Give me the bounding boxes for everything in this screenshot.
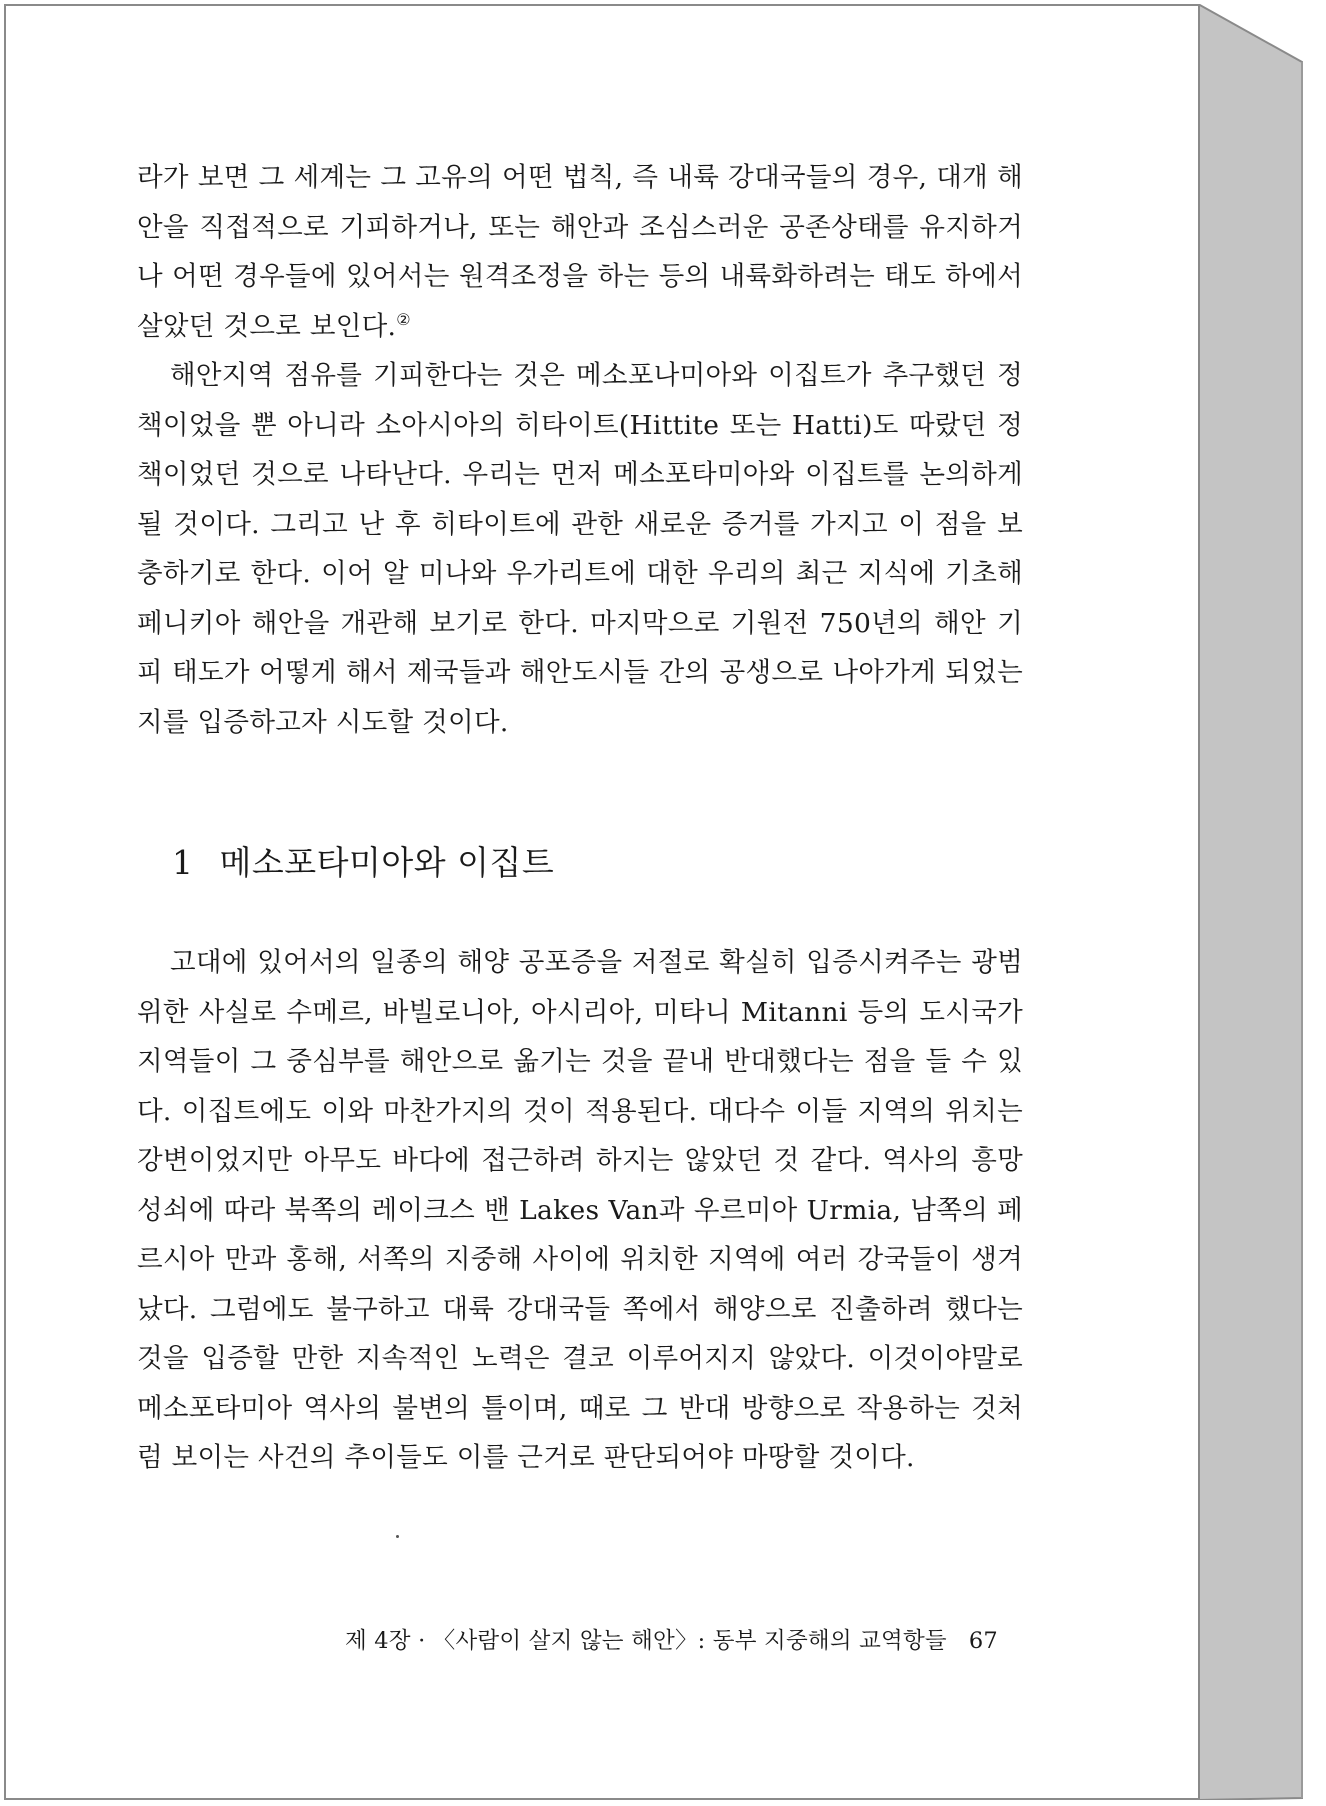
page-speck [396, 1535, 399, 1538]
paragraph [137, 153, 1023, 351]
section-number: 1 [172, 843, 194, 882]
running-footer [345, 1623, 998, 1655]
section-heading [172, 837, 554, 884]
paragraph-text: 라가 보면 그 세계는 그 고유의 어떤 법칙, 즉 내륙 강대국들의 경우, 대개 해안을 직접적으로 기피하거나, 또는 해안과 조심스러운 공존상태를 유지하거나 어떤 경우들에 있어서는 원격조정을 하는 등의 내륙화하려는 태도 하에서 살았던 것으로 보인다. [137, 162, 1023, 342]
page-number: 67 [968, 1628, 998, 1654]
chapter-title: 제 4장 · 〈사람이 살지 않는 해안〉: 동부 지중해의 교역항들 [345, 1628, 947, 1654]
paragraph-text: 고대에 있어서의 일종의 해양 공포증을 저절로 확실히 입증시켜주는 광범위한 사실로 수메르, 바빌로니아, 아시리아, 미타니 Mitanni 등의 도시국가 지역들이 그 중심부를 해안으로 옮기는 것을 끝내 반대했다는 점을 들 수 있다. 이집트에도 이와 마찬가지의 것이 적용된다. 대다수 이들 지역의 위치는 강변이었지만 아무도 바다에 접근하려 하지는 않았던 것 같다. 역사의 흥망성쇠에 따라 북쪽의 레이크스 밴 Lakes Van과 우르미아 Urmia, 남쪽의 페르시아 만과 홍해, 서쪽의 지중해 사이에 위치한 지역에 여러 강국들이 생겨났다. 그럼에도 불구하고 대륙 강대국들 쪽에서 해양으로 진출하려 했다는 것을 입증할 만한 지속적인 노력은 결코 이루어지지 않았다. 이것이야말로 메소포타미아 역사의 불변의 틀이며, 때로 그 반대 방향으로 작용하는 것처럼 보이는 사건의 추이들도 이를 근거로 판단되어야 마땅할 것이다. [137, 947, 1023, 1473]
paragraph [137, 351, 1023, 747]
book-side-edge [1198, 4, 1316, 1800]
section-title: 메소포타미아와 이집트 [219, 843, 555, 882]
paragraph [137, 938, 1023, 1483]
paragraph-text: 해안지역 점유를 기피한다는 것은 메소포나미아와 이집트가 추구했던 정책이었을 뿐 아니라 소아시아의 히타이트(Hittite 또는 Hatti)도 따랐던 정책이었던 것으로 나타난다. 우리는 먼저 메소포타미아와 이집트를 논의하게 될 것이다. 그리고 난 후 히타이트에 관한 새로운 증거를 가지고 이 점을 보충하기로 한다. 이어 알 미나와 우가리트에 대한 우리의 최근 지식에 기초해 페니키아 해안을 개관해 보기로 한다. 마지막으로 기원전 750년의 해안 기피 태도가 어떻게 해서 제국들과 해안도시들 간의 공생으로 나아가게 되었는지를 입증하고자 시도할 것이다. [137, 360, 1023, 738]
footnote-marker: ② [396, 309, 411, 329]
